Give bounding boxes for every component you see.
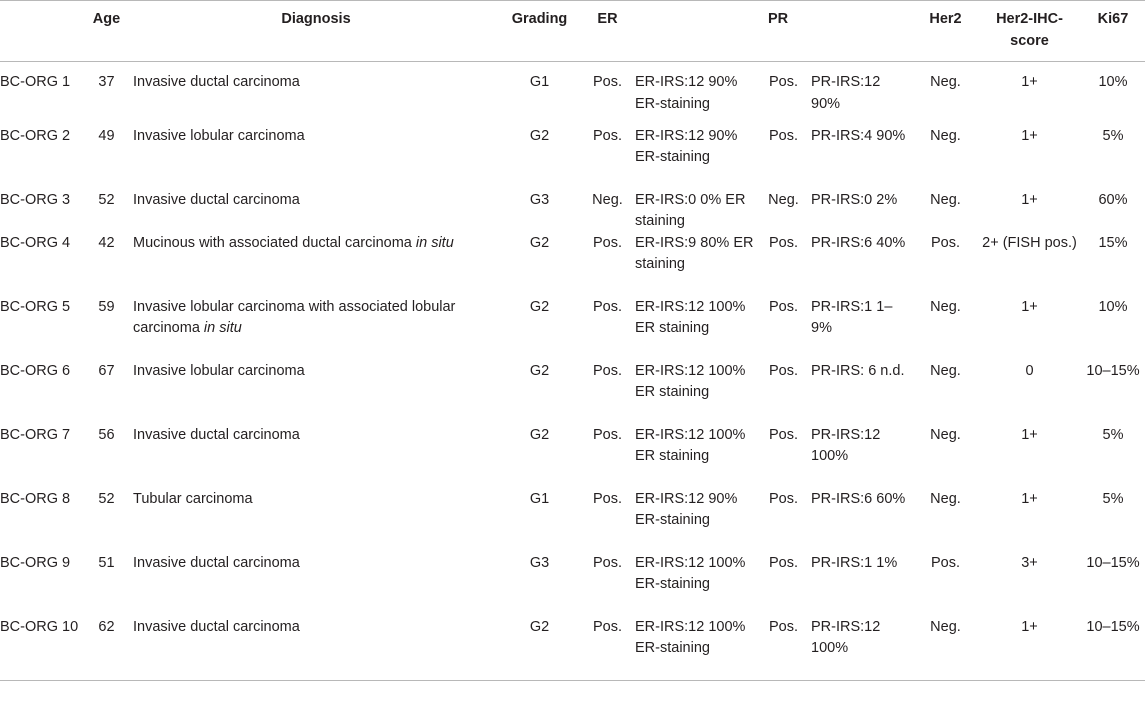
cell-pr-irs-score: PR-IRS:1	[811, 298, 873, 315]
cell-er-irs-score: ER-IRS:12	[635, 618, 705, 635]
cell-her2-ihc-score: 1+	[1021, 490, 1038, 507]
cell-ki67: 10–15%	[1086, 554, 1140, 571]
cell-pr-irs-staining: 2%	[876, 191, 898, 208]
cell-er: Pos.	[592, 298, 622, 315]
cell-er-irs-score: ER-IRS:12	[635, 554, 705, 571]
cell-diagnosis	[133, 297, 499, 361]
cell-id: BC-ORG 2	[0, 127, 71, 144]
table-row	[0, 361, 1145, 425]
cell-age: 37	[98, 74, 115, 90]
table-body	[0, 62, 1145, 681]
cell-id: BC-ORG 9	[0, 554, 71, 571]
cell-ki67: 60%	[1098, 191, 1128, 208]
cell-her2-ihc-score: 1+	[978, 617, 1081, 681]
cell-ki67: 10%	[1098, 298, 1128, 315]
cell-her2-ihc-score: 3+	[1021, 554, 1038, 571]
cell-pr-irs-score: PR-IRS:12	[811, 426, 881, 443]
cell-ki67: 5%	[1102, 426, 1124, 443]
cell-er-irs-staining: 100% ER staining	[635, 362, 746, 400]
cell-er-irs	[635, 233, 756, 297]
table-row	[0, 425, 1145, 489]
cell-age: 52	[98, 191, 115, 208]
header-id	[0, 1, 80, 62]
header-pr: PR	[756, 1, 811, 62]
cell-er: Pos.	[592, 362, 622, 379]
cell-diagnosis	[133, 233, 499, 297]
cell-pr: Pos.	[756, 617, 811, 681]
diagnosis-text: Invasive lobular carcinoma	[133, 362, 305, 379]
cell-er-irs	[635, 425, 756, 489]
cell-id: BC-ORG 5	[0, 298, 71, 315]
cell-her2-ihc-score: 1+	[1021, 74, 1038, 90]
diagnosis-text: Invasive lobular carcinoma	[133, 127, 305, 144]
cell-er-irs	[635, 617, 756, 681]
cell-id: BC-ORG 8	[0, 490, 71, 507]
cell-pr: Pos.	[768, 362, 798, 379]
cell-pr-irs-staining: 1–9%	[811, 298, 893, 336]
cell-er-irs	[635, 190, 756, 233]
cell-pr-irs	[811, 425, 913, 489]
cell-pr-irs-staining: 90%	[811, 95, 841, 112]
cell-pr: Pos.	[768, 74, 798, 90]
table-row	[0, 297, 1145, 361]
cell-age: 42	[98, 234, 115, 251]
cell-er-irs	[635, 126, 756, 190]
cell-pr-irs-staining: 1%	[876, 554, 898, 571]
diagnosis-italic: in situ	[415, 234, 454, 251]
cell-her2-ihc-score: 0	[1025, 362, 1034, 379]
cell-pr: Pos.	[768, 234, 798, 251]
cell-er: Pos.	[592, 426, 622, 443]
cell-er-irs-score: ER-IRS:9	[635, 234, 697, 251]
cell-er-irs-staining: 80% ER staining	[635, 234, 754, 272]
cell-er-irs-staining: 90% ER-staining	[635, 74, 738, 112]
cell-pr: Pos.	[768, 554, 798, 571]
cell-id: BC-ORG 10	[0, 617, 80, 681]
cell-her2: Neg.	[930, 127, 961, 144]
header-pr-irs	[811, 1, 913, 62]
cell-er-irs	[635, 297, 756, 361]
header-er-irs	[635, 1, 756, 62]
cell-ki67: 15%	[1098, 234, 1128, 251]
cell-pr-irs	[811, 62, 913, 126]
cell-pr-irs	[811, 361, 913, 425]
cell-pr: Pos.	[768, 426, 798, 443]
cell-ki67: 5%	[1102, 490, 1124, 507]
cell-grading: G2	[499, 617, 580, 681]
diagnosis-text: Tubular carcinoma	[133, 490, 253, 507]
cell-age: 62	[80, 617, 133, 681]
cell-grading: G3	[529, 554, 550, 571]
table-row	[0, 126, 1145, 190]
cell-her2: Neg.	[930, 74, 961, 90]
cell-pr-irs-staining: 90%	[876, 127, 906, 144]
cell-grading: G2	[529, 362, 550, 379]
cell-her2: Neg.	[930, 426, 961, 443]
cell-age: 67	[98, 362, 115, 379]
cell-pr-irs-score: PR-IRS:12	[811, 618, 881, 635]
table-row	[0, 62, 1145, 126]
cell-er-irs	[635, 489, 756, 553]
cell-pr-irs	[811, 126, 913, 190]
cell-er: Neg.	[592, 191, 623, 208]
cell-er: Pos.	[580, 617, 635, 681]
cell-er-irs-staining: 100% ER-staining	[635, 618, 746, 656]
diagnosis-text: Invasive ductal carcinoma	[133, 554, 300, 571]
diagnosis-text: Invasive ductal carcinoma	[133, 74, 300, 90]
cell-diagnosis	[133, 361, 499, 425]
cell-her2: Neg.	[930, 191, 961, 208]
cell-grading: G1	[529, 490, 550, 507]
cell-her2-ihc-score: 2+ (FISH pos.)	[982, 234, 1077, 251]
header-diagnosis: Diagnosis	[133, 1, 499, 62]
cell-age: 59	[98, 298, 115, 315]
cell-grading: G2	[529, 127, 550, 144]
diagnosis-text: Invasive ductal carcinoma	[133, 426, 300, 443]
cell-grading: G2	[529, 234, 550, 251]
cell-diagnosis	[133, 489, 499, 553]
cell-er-irs-staining: 90% ER-staining	[635, 490, 738, 528]
cell-er-irs-score: ER-IRS:12	[635, 490, 705, 507]
cell-pr-irs	[811, 553, 913, 617]
cell-id: BC-ORG 6	[0, 362, 71, 379]
cell-pr: Pos.	[768, 490, 798, 507]
cell-pr-irs	[811, 233, 913, 297]
cell-er-irs-score: ER-IRS:0	[635, 191, 697, 208]
cell-her2-ihc-score: 1+	[1021, 426, 1038, 443]
cell-er-irs-staining: 100% ER staining	[635, 298, 746, 336]
header-age: Age	[80, 1, 133, 62]
cell-her2-ihc-score: 1+	[1021, 127, 1038, 144]
cell-age: 49	[98, 127, 115, 144]
cell-er-irs-score: ER-IRS:12	[635, 127, 705, 144]
cell-pr-irs-staining: 100%	[811, 640, 849, 656]
table-row	[0, 489, 1145, 553]
cell-er-irs-staining: 100% ER staining	[635, 426, 746, 464]
cell-pr-irs	[811, 489, 913, 553]
header-her2: Her2	[913, 1, 978, 62]
cell-id: BC-ORG 1	[0, 74, 71, 90]
cell-diagnosis	[133, 425, 499, 489]
cell-er-irs-score: ER-IRS:12	[635, 74, 705, 90]
cell-diagnosis	[133, 126, 499, 190]
header-grading: Grading	[499, 1, 580, 62]
diagnosis-text: Invasive ductal carcinoma	[133, 191, 300, 208]
cell-her2-ihc-score: 1+	[1021, 298, 1038, 315]
cell-pr-irs-score: PR-IRS:	[811, 362, 865, 379]
cell-ki67: 10–15%	[1081, 617, 1145, 681]
diagnosis-text: Mucinous with associated ductal carcinoma	[133, 234, 416, 251]
diagnosis-text: Invasive ductal carcinoma	[133, 618, 300, 635]
header-ki67: Ki67	[1081, 1, 1145, 62]
cell-er-irs	[635, 361, 756, 425]
cell-diagnosis	[133, 553, 499, 617]
cell-pr-irs-score: PR-IRS:1	[811, 554, 873, 571]
cell-her2: Pos.	[930, 554, 960, 571]
cell-er: Pos.	[592, 74, 622, 90]
cell-er-irs-score: ER-IRS:12	[635, 426, 705, 443]
header-her2-ihc-score: Her2-IHC-score	[978, 1, 1081, 62]
table-row	[0, 553, 1145, 617]
cell-her2: Pos.	[930, 234, 960, 251]
diagnosis-text: Invasive lobular carcinoma with associated lobular carcinoma	[133, 298, 456, 336]
cell-grading: G2	[529, 426, 550, 443]
cell-pr: Neg.	[768, 191, 799, 208]
cell-her2-ihc-score: 1+	[1021, 191, 1038, 208]
cell-ki67: 5%	[1102, 127, 1124, 144]
cell-er-irs-staining: 0% ER staining	[635, 191, 746, 229]
cell-pr-irs	[811, 617, 913, 681]
cell-diagnosis	[133, 190, 499, 233]
cell-er-irs-staining: 90% ER-staining	[635, 127, 738, 165]
cell-id: BC-ORG 7	[0, 426, 71, 443]
cell-id: BC-ORG 4	[0, 234, 71, 251]
cell-age: 51	[98, 554, 115, 571]
cell-pr-irs-score: PR-IRS:0	[811, 191, 873, 208]
cell-er-irs	[635, 553, 756, 617]
cell-er: Pos.	[592, 490, 622, 507]
cell-age: 52	[98, 490, 115, 507]
table-row	[0, 190, 1145, 233]
table-row	[0, 233, 1145, 297]
cell-er: Pos.	[592, 234, 622, 251]
diagnosis-italic: in situ	[203, 320, 242, 336]
cell-pr-irs-staining: 40%	[876, 234, 906, 251]
cell-pr: Pos.	[768, 127, 798, 144]
cell-grading: G3	[529, 191, 550, 208]
cell-er-irs-staining: 100% ER-staining	[635, 554, 746, 592]
cell-er-irs-score: ER-IRS:12	[635, 298, 705, 315]
cell-pr: Pos.	[768, 298, 798, 315]
cell-pr-irs-staining: 6 n.d.	[868, 362, 905, 379]
table-row	[0, 617, 1145, 681]
cell-pr-irs-staining: 60%	[876, 490, 906, 507]
cell-pr-irs-staining: 100%	[811, 448, 849, 464]
cell-pr-irs	[811, 190, 913, 233]
header-row	[0, 1, 1145, 62]
cell-age: 56	[98, 426, 115, 443]
cell-pr-irs-score: PR-IRS:12	[811, 74, 881, 90]
cell-diagnosis	[133, 617, 499, 681]
cell-ki67: 10–15%	[1086, 362, 1140, 379]
cell-pr-irs-score: PR-IRS:6	[811, 234, 873, 251]
cell-id: BC-ORG 3	[0, 191, 71, 208]
cell-grading: G2	[529, 298, 550, 315]
cell-er: Pos.	[592, 554, 622, 571]
cell-her2: Neg.	[913, 617, 978, 681]
header-er: ER	[580, 1, 635, 62]
cell-pr-irs-score: PR-IRS:6	[811, 490, 873, 507]
cell-grading: G1	[529, 74, 550, 90]
cell-pr-irs-score: PR-IRS:4	[811, 127, 873, 144]
cell-ki67: 10%	[1098, 74, 1128, 90]
cell-pr-irs	[811, 297, 913, 361]
cell-her2: Neg.	[930, 490, 961, 507]
cell-er: Pos.	[592, 127, 622, 144]
cell-her2: Neg.	[930, 362, 961, 379]
cell-er-irs-score: ER-IRS:12	[635, 362, 705, 379]
cell-her2: Neg.	[930, 298, 961, 315]
cell-er-irs	[635, 62, 756, 126]
cell-diagnosis	[133, 62, 499, 126]
